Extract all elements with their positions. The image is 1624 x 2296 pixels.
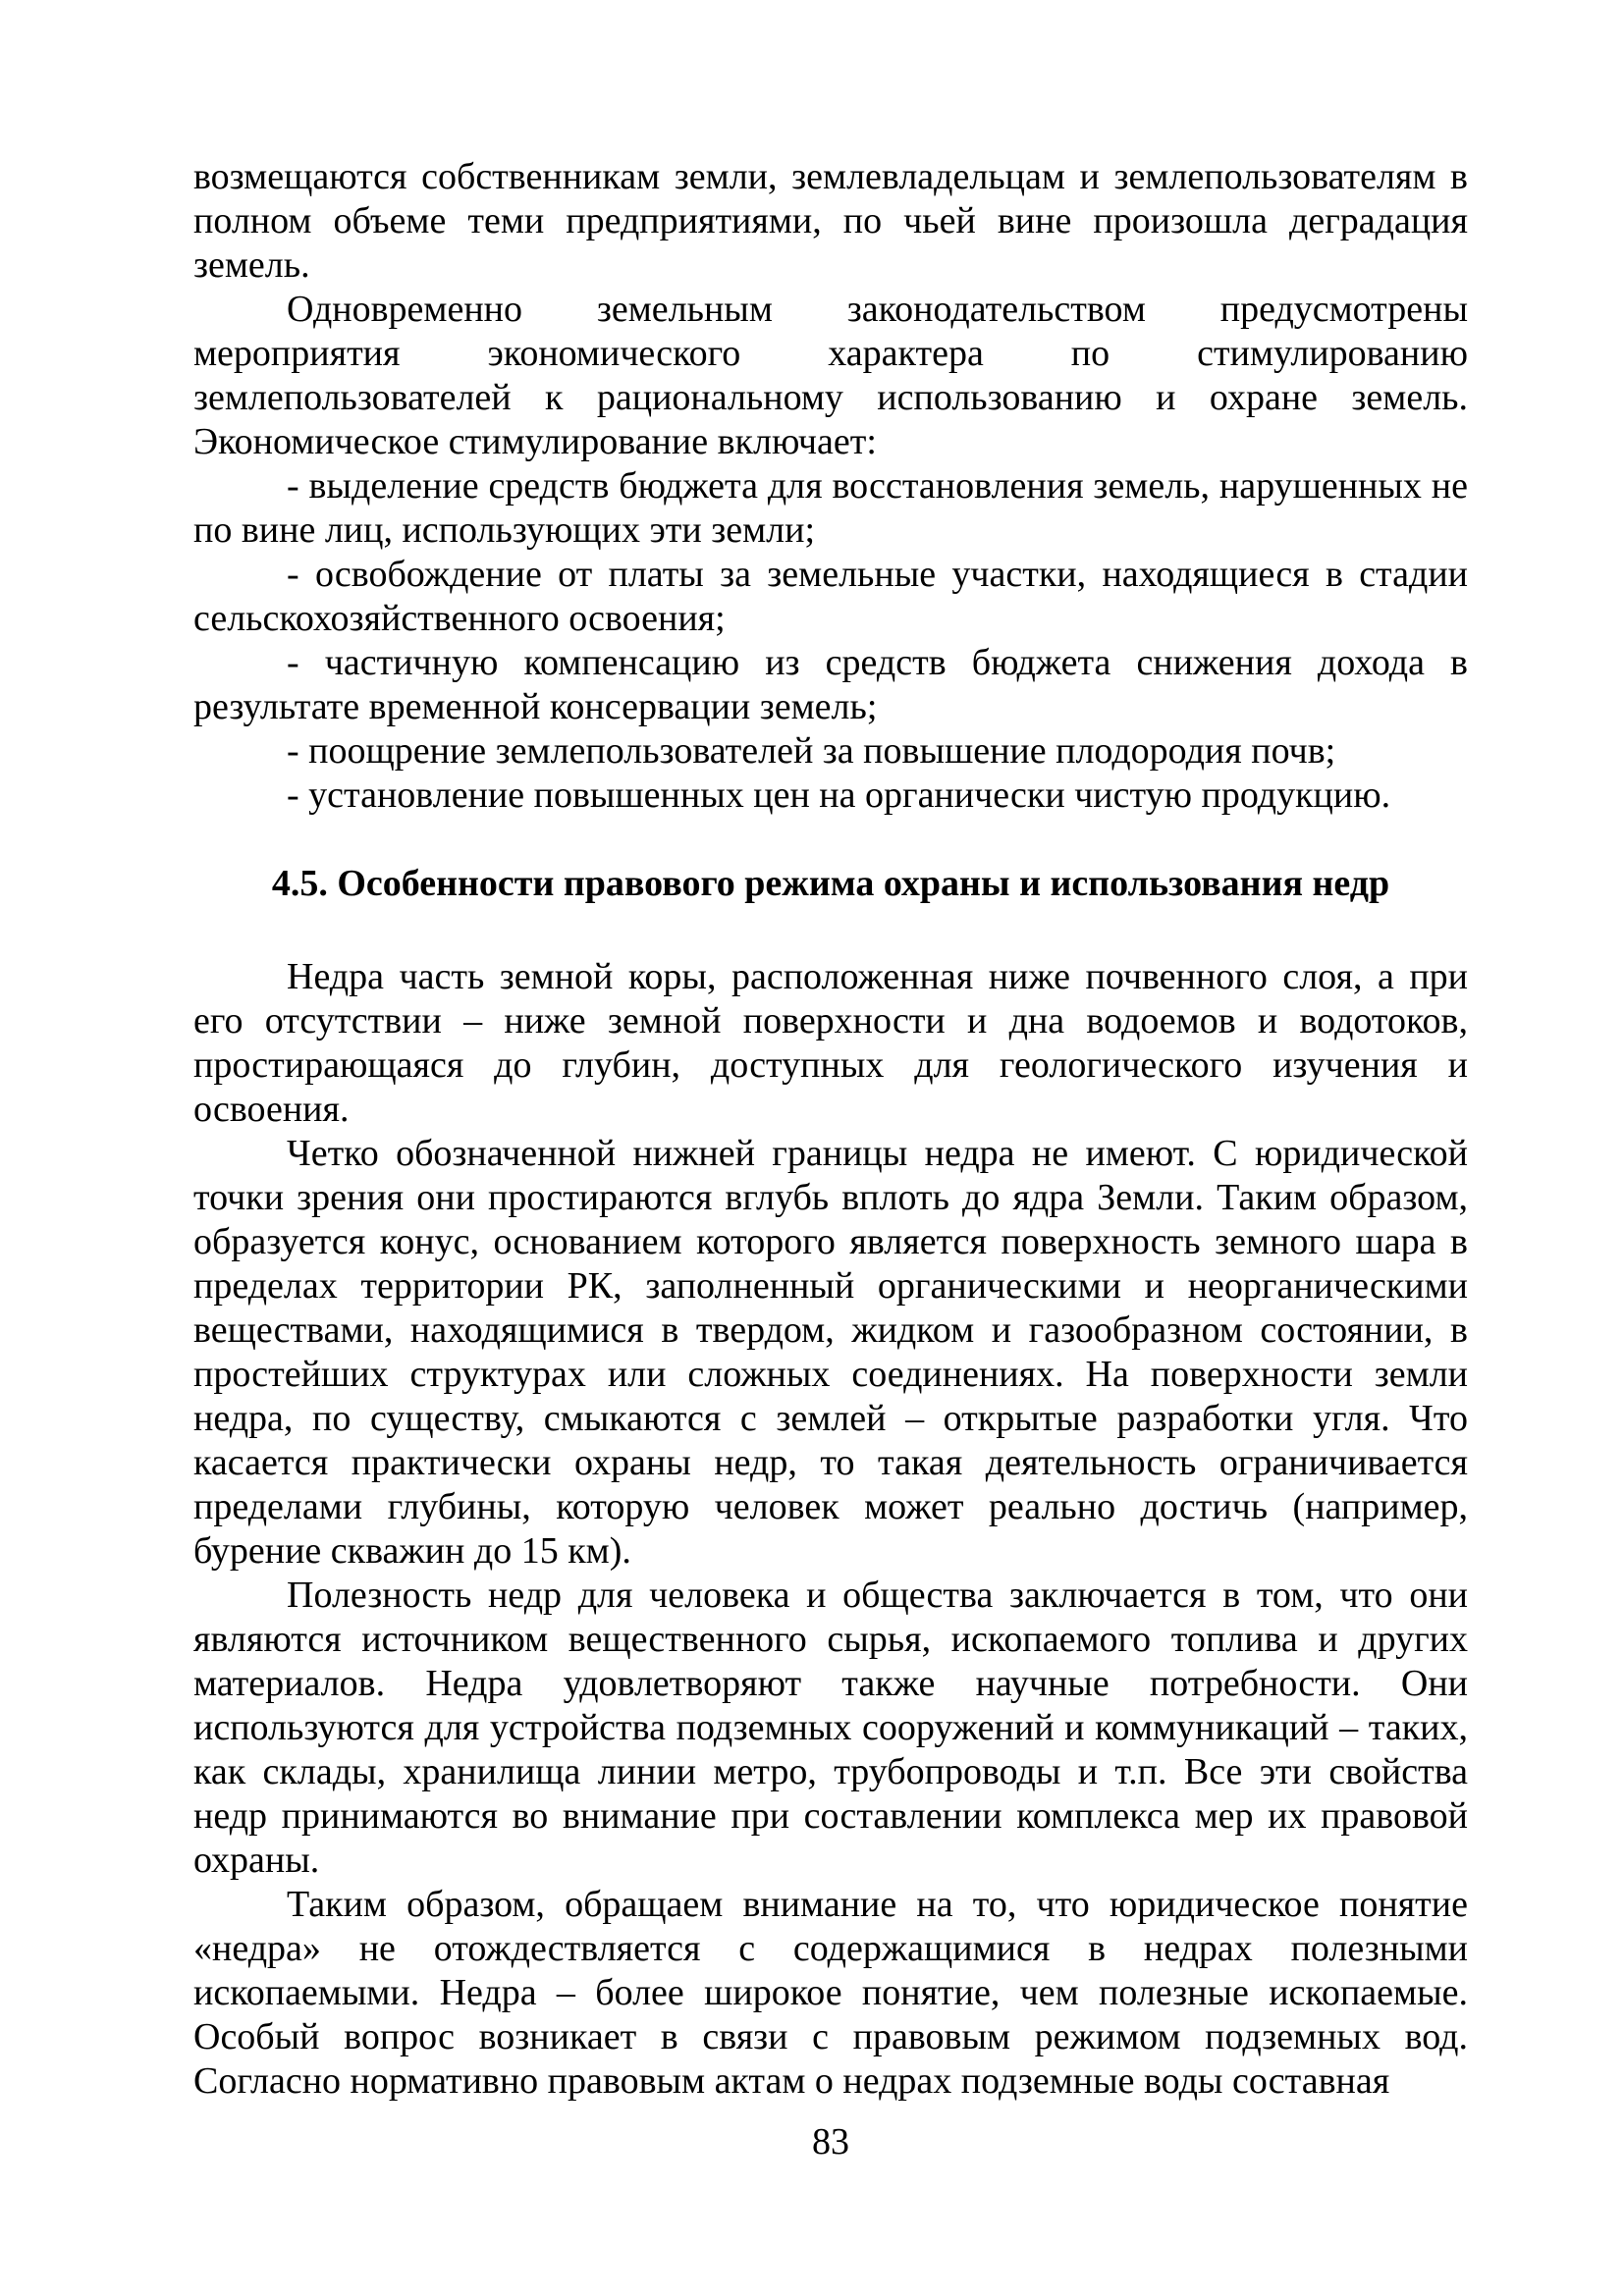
list-item-paragraph: - выделение средств бюджета для восстановления земель, нарушенных не по вине лиц, использующих эти земли; [193,465,1468,551]
list-item-paragraph: - установление повышенных цен на органически чистую продукцию. [287,774,1391,816]
paragraph: Четко обозначенной нижней границы недра не имеют. С юридической точки зрения они простираются вглубь вплоть до ядра Земли. Таким образом, образуется конус, основанием которого является поверхность земного шара в пределах территории РК, заполненный органическими и неорганическими веществами, находящимися в твердом, жидком и газообразном состоянии, в простейших структурах или сложных соединениях. На поверхности земли недра, по существу, смыкаются с землей – открытые разработки угля. Что касается практически охраны недр, то такая деятельность ограничивается пределами глубины, которую человек может реально достичь (например, бурение скважин до 15 км). [193,1133,1468,1572]
section-heading: 4.5. Особенности правового режима охраны и использования недр [271,863,1390,904]
list-item-paragraph: - освобождение от платы за земельные участки, находящиеся в стадии сельскохозяйственного освоения; [193,554,1468,639]
paragraph: Недра часть земной коры, расположенная ниже почвенного слоя, а при его отсутствии – ниже земной поверхности и дна водоемов и водотоков, простирающаяся до глубин, доступных для геологического изучения и освоения. [193,956,1468,1130]
paragraph: Таким образом, обращаем внимание на то, что юридическое понятие «недра» не отождествляется с содержащимися в недрах полезными ископаемыми. Недра – более широкое понятие, чем полезные ископаемые. Особый вопрос возникает в связи с правовым режимом подземных вод. Согласно нормативно правовым актам о недрах подземные воды составная [193,1884,1468,2102]
paragraph: Полезность недр для человека и общества заключается в том, что они являются источником вещественного сырья, ископаемого топлива и других материалов. Недра удовлетворяют также научные потребности. Они используются для устройства подземных сооружений и коммуникаций – таких, как склады, хранилища линии метро, трубопроводы и т.п. Все эти свойства недр принимаются во внимание при составлении комплекса мер их правовой охраны. [193,1575,1468,1881]
text-block [193,155,1468,2104]
paragraph-continuation: возмещаются собственникам земли, землевладельцам и землепользователям в полном объеме теми предприятиями, по чьей вине произошла деградация земель. [193,156,1468,286]
list-item-paragraph: - поощрение землепользователей за повышение плодородия почв; [287,730,1336,772]
list-item-paragraph: - частичную компенсацию из средств бюджета снижения дохода в результате временной консервации земель; [193,642,1468,727]
paragraph: Одновременно земельным законодательством предусмотрены мероприятия экономического характера по стимулированию землепользователей к рациональному использованию и охране земель. Экономическое стимулирование включает: [193,289,1468,462]
page-number: 83 [812,2121,849,2163]
